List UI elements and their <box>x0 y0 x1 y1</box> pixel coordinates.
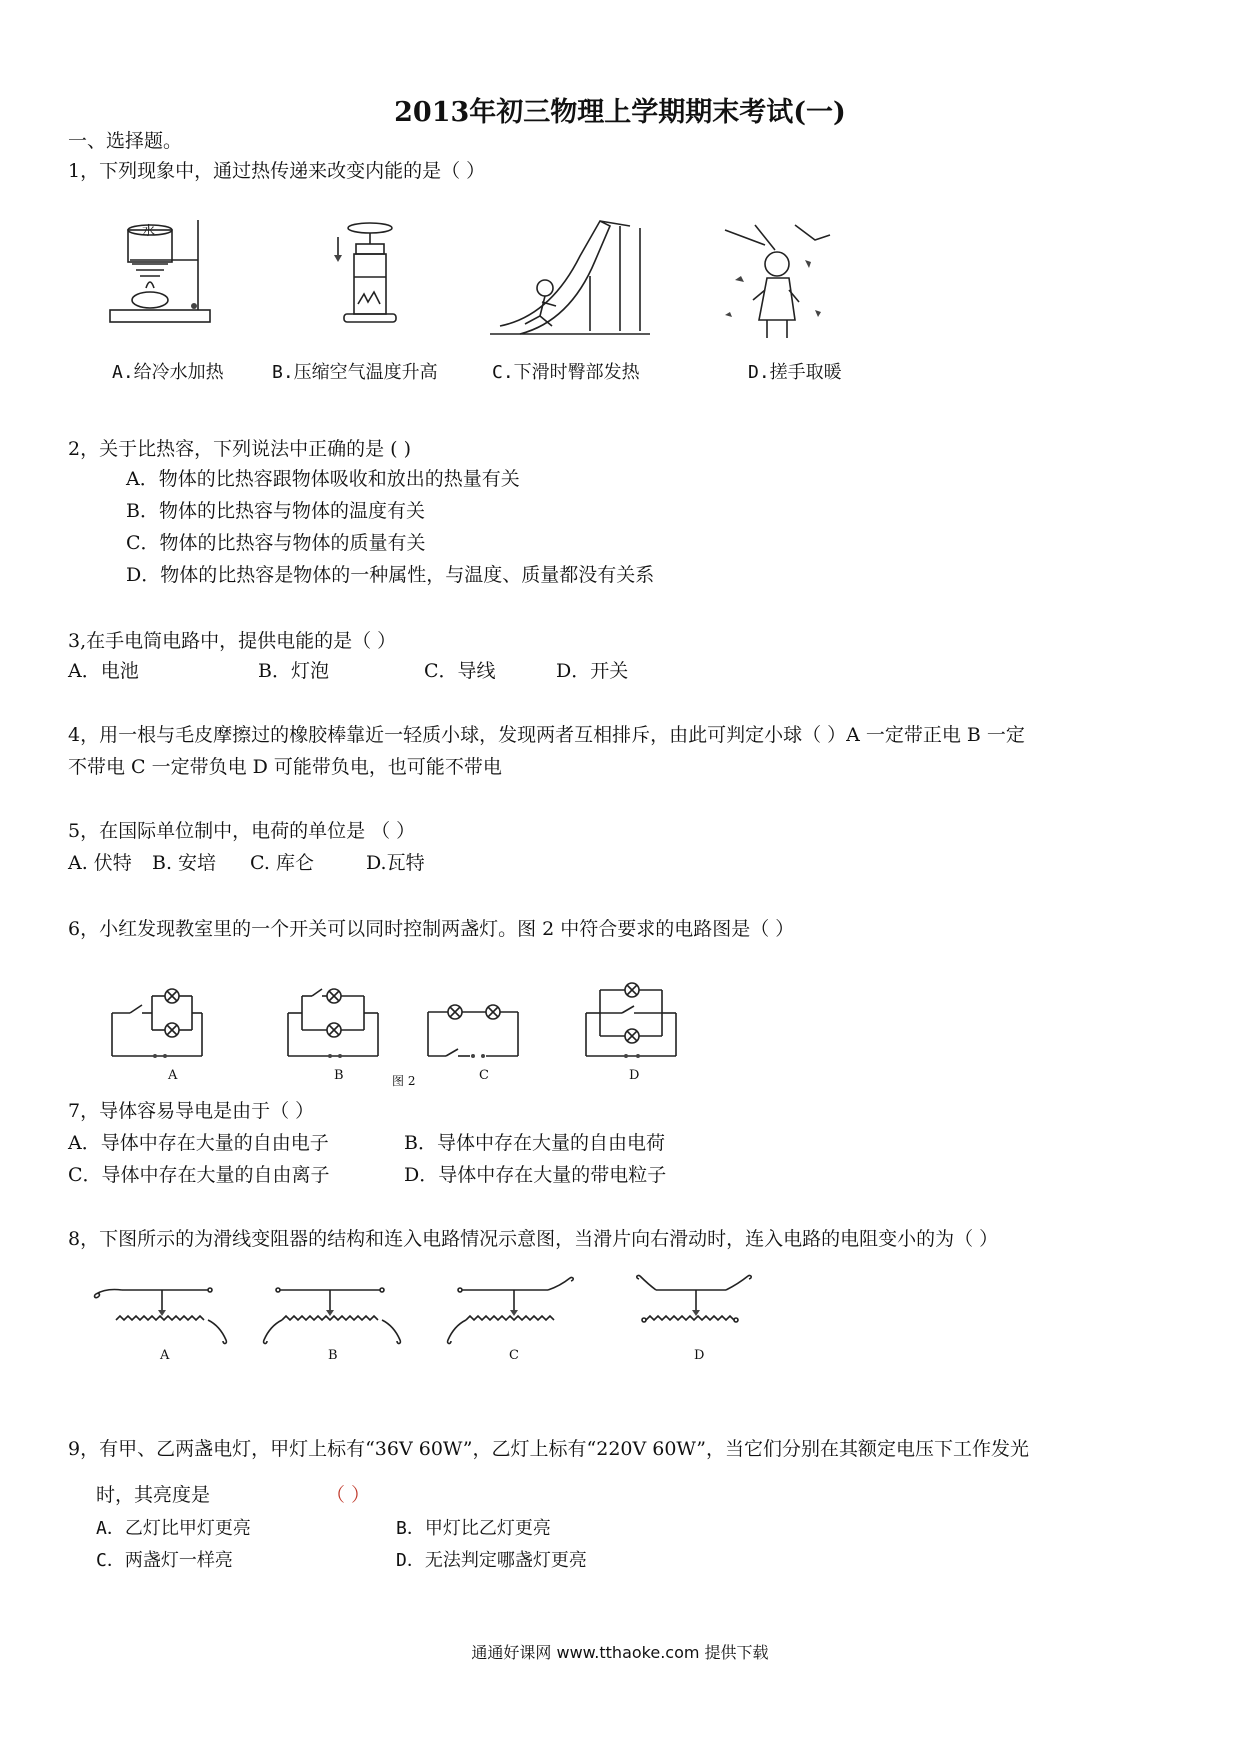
q2-option-c: C．物体的比热容与物体的质量有关 <box>126 532 426 554</box>
q3-option-b: B．灯泡 <box>258 660 329 682</box>
question-9-line-2: 时，其亮度是 <box>96 1484 211 1506</box>
circuit-label-a: A <box>168 1068 178 1083</box>
circuit-diagram-a <box>112 978 212 1068</box>
rheostat-diagram-a <box>86 1276 236 1356</box>
q7-option-b: B．导体中存在大量的自由电荷 <box>404 1132 665 1154</box>
rheostat-label-c: C <box>509 1348 519 1363</box>
circuit-diagram-d <box>586 978 686 1068</box>
question-5-stem: 5，在国际单位制中，电荷的单位是 （ ） <box>68 820 416 842</box>
circuit-label-b: B <box>334 1068 344 1083</box>
circuit-diagram-c <box>428 990 528 1070</box>
q7-option-d: D．导体中存在大量的带电粒子 <box>404 1164 667 1186</box>
q9-option-b: B．甲灯比乙灯更亮 <box>396 1518 551 1539</box>
q2-option-a: A．物体的比热容跟物体吸收和放出的热量有关 <box>126 468 520 490</box>
q7-option-a: A．导体中存在大量的自由电子 <box>68 1132 329 1154</box>
q9-option-d: D．无法判定哪盏灯更亮 <box>396 1550 587 1571</box>
q2-option-b: B．物体的比热容与物体的温度有关 <box>126 500 425 522</box>
question-4-line-1: 4，用一根与毛皮摩擦过的橡胶棒靠近一轻质小球，发现两者互相排斥，由此可判定小球（ ）A 一定带正电 B 一定 <box>68 724 1025 746</box>
question-9-line-1: 9，有甲、乙两盏电灯，甲灯上标有“36V 60W”，乙灯上标有“220V 60W”，当它们分别在其额定电压下工作发光 <box>68 1438 1030 1460</box>
q9-option-c: C．两盏灯一样亮 <box>96 1550 233 1571</box>
figure-2-label: 图 2 <box>392 1074 416 1088</box>
question-2-stem: 2，关于比热容，下列说法中正确的是 ( ) <box>68 438 411 460</box>
q1-caption-b: B.压缩空气温度升高 <box>272 362 438 383</box>
q7-option-c: C．导体中存在大量的自由离子 <box>68 1164 330 1186</box>
q3-option-a: A．电池 <box>68 660 139 682</box>
rheostat-diagram-d <box>626 1268 776 1348</box>
footer-source: 通通好课网 www.tthaoke.com 提供下载 <box>471 1643 769 1662</box>
q5-option-c: C. 库仑 <box>250 852 314 874</box>
question-3-stem: 3,在手电筒电路中，提供电能的是（ ） <box>68 630 397 652</box>
rheostat-diagram-b <box>256 1276 416 1356</box>
circuit-label-d: D <box>629 1068 640 1083</box>
rheostat-label-a: A <box>160 1348 170 1363</box>
beaker-label: 水 <box>142 224 156 239</box>
q5-option-d: D.瓦特 <box>366 852 425 874</box>
q1-caption-c: C.下滑时臀部发热 <box>492 362 640 383</box>
figure-slide <box>490 216 650 346</box>
figure-heating-water <box>110 220 230 340</box>
rheostat-label-d: D <box>694 1348 705 1363</box>
q1-caption-d: D.搓手取暖 <box>748 362 842 383</box>
section-heading: 一、选择题。 <box>68 130 183 152</box>
figure-compressing-air <box>330 222 410 342</box>
q1-caption-a: A.给冷水加热 <box>112 362 224 383</box>
q3-option-d: D．开关 <box>556 660 629 682</box>
page-title: 2013年初三物理上学期期末考试(一) <box>394 97 846 128</box>
question-9-answer-paren: （ ） <box>326 1484 371 1506</box>
rheostat-diagram-c <box>440 1272 590 1352</box>
q5-option-b: B. 安培 <box>152 852 217 874</box>
q3-option-c: C．导线 <box>424 660 496 682</box>
circuit-label-c: C <box>479 1068 489 1083</box>
circuit-diagram-b <box>288 978 388 1068</box>
question-4-line-2: 不带电 C 一定带负电 D 可能带负电，也可能不带电 <box>68 756 502 778</box>
question-8-stem: 8，下图所示的为滑线变阻器的结构和连入电路情况示意图，当滑片向右滑动时，连入电路的电阻变小的为（ ） <box>68 1228 999 1250</box>
question-7-stem: 7，导体容易导电是由于（ ） <box>68 1100 315 1122</box>
question-1-stem: 1，下列现象中，通过热传递来改变内能的是（ ） <box>68 160 486 182</box>
question-6-stem: 6，小红发现教室里的一个开关可以同时控制两盏灯。图 2 中符合要求的电路图是（ ） <box>68 918 795 940</box>
rheostat-label-b: B <box>328 1348 338 1363</box>
q5-option-a: A. 伏特 <box>68 852 132 874</box>
figure-rubbing-hands <box>705 220 835 345</box>
q9-option-a: A．乙灯比甲灯更亮 <box>96 1518 251 1539</box>
q2-option-d: D．物体的比热容是物体的一种属性，与温度、质量都没有关系 <box>126 564 655 586</box>
